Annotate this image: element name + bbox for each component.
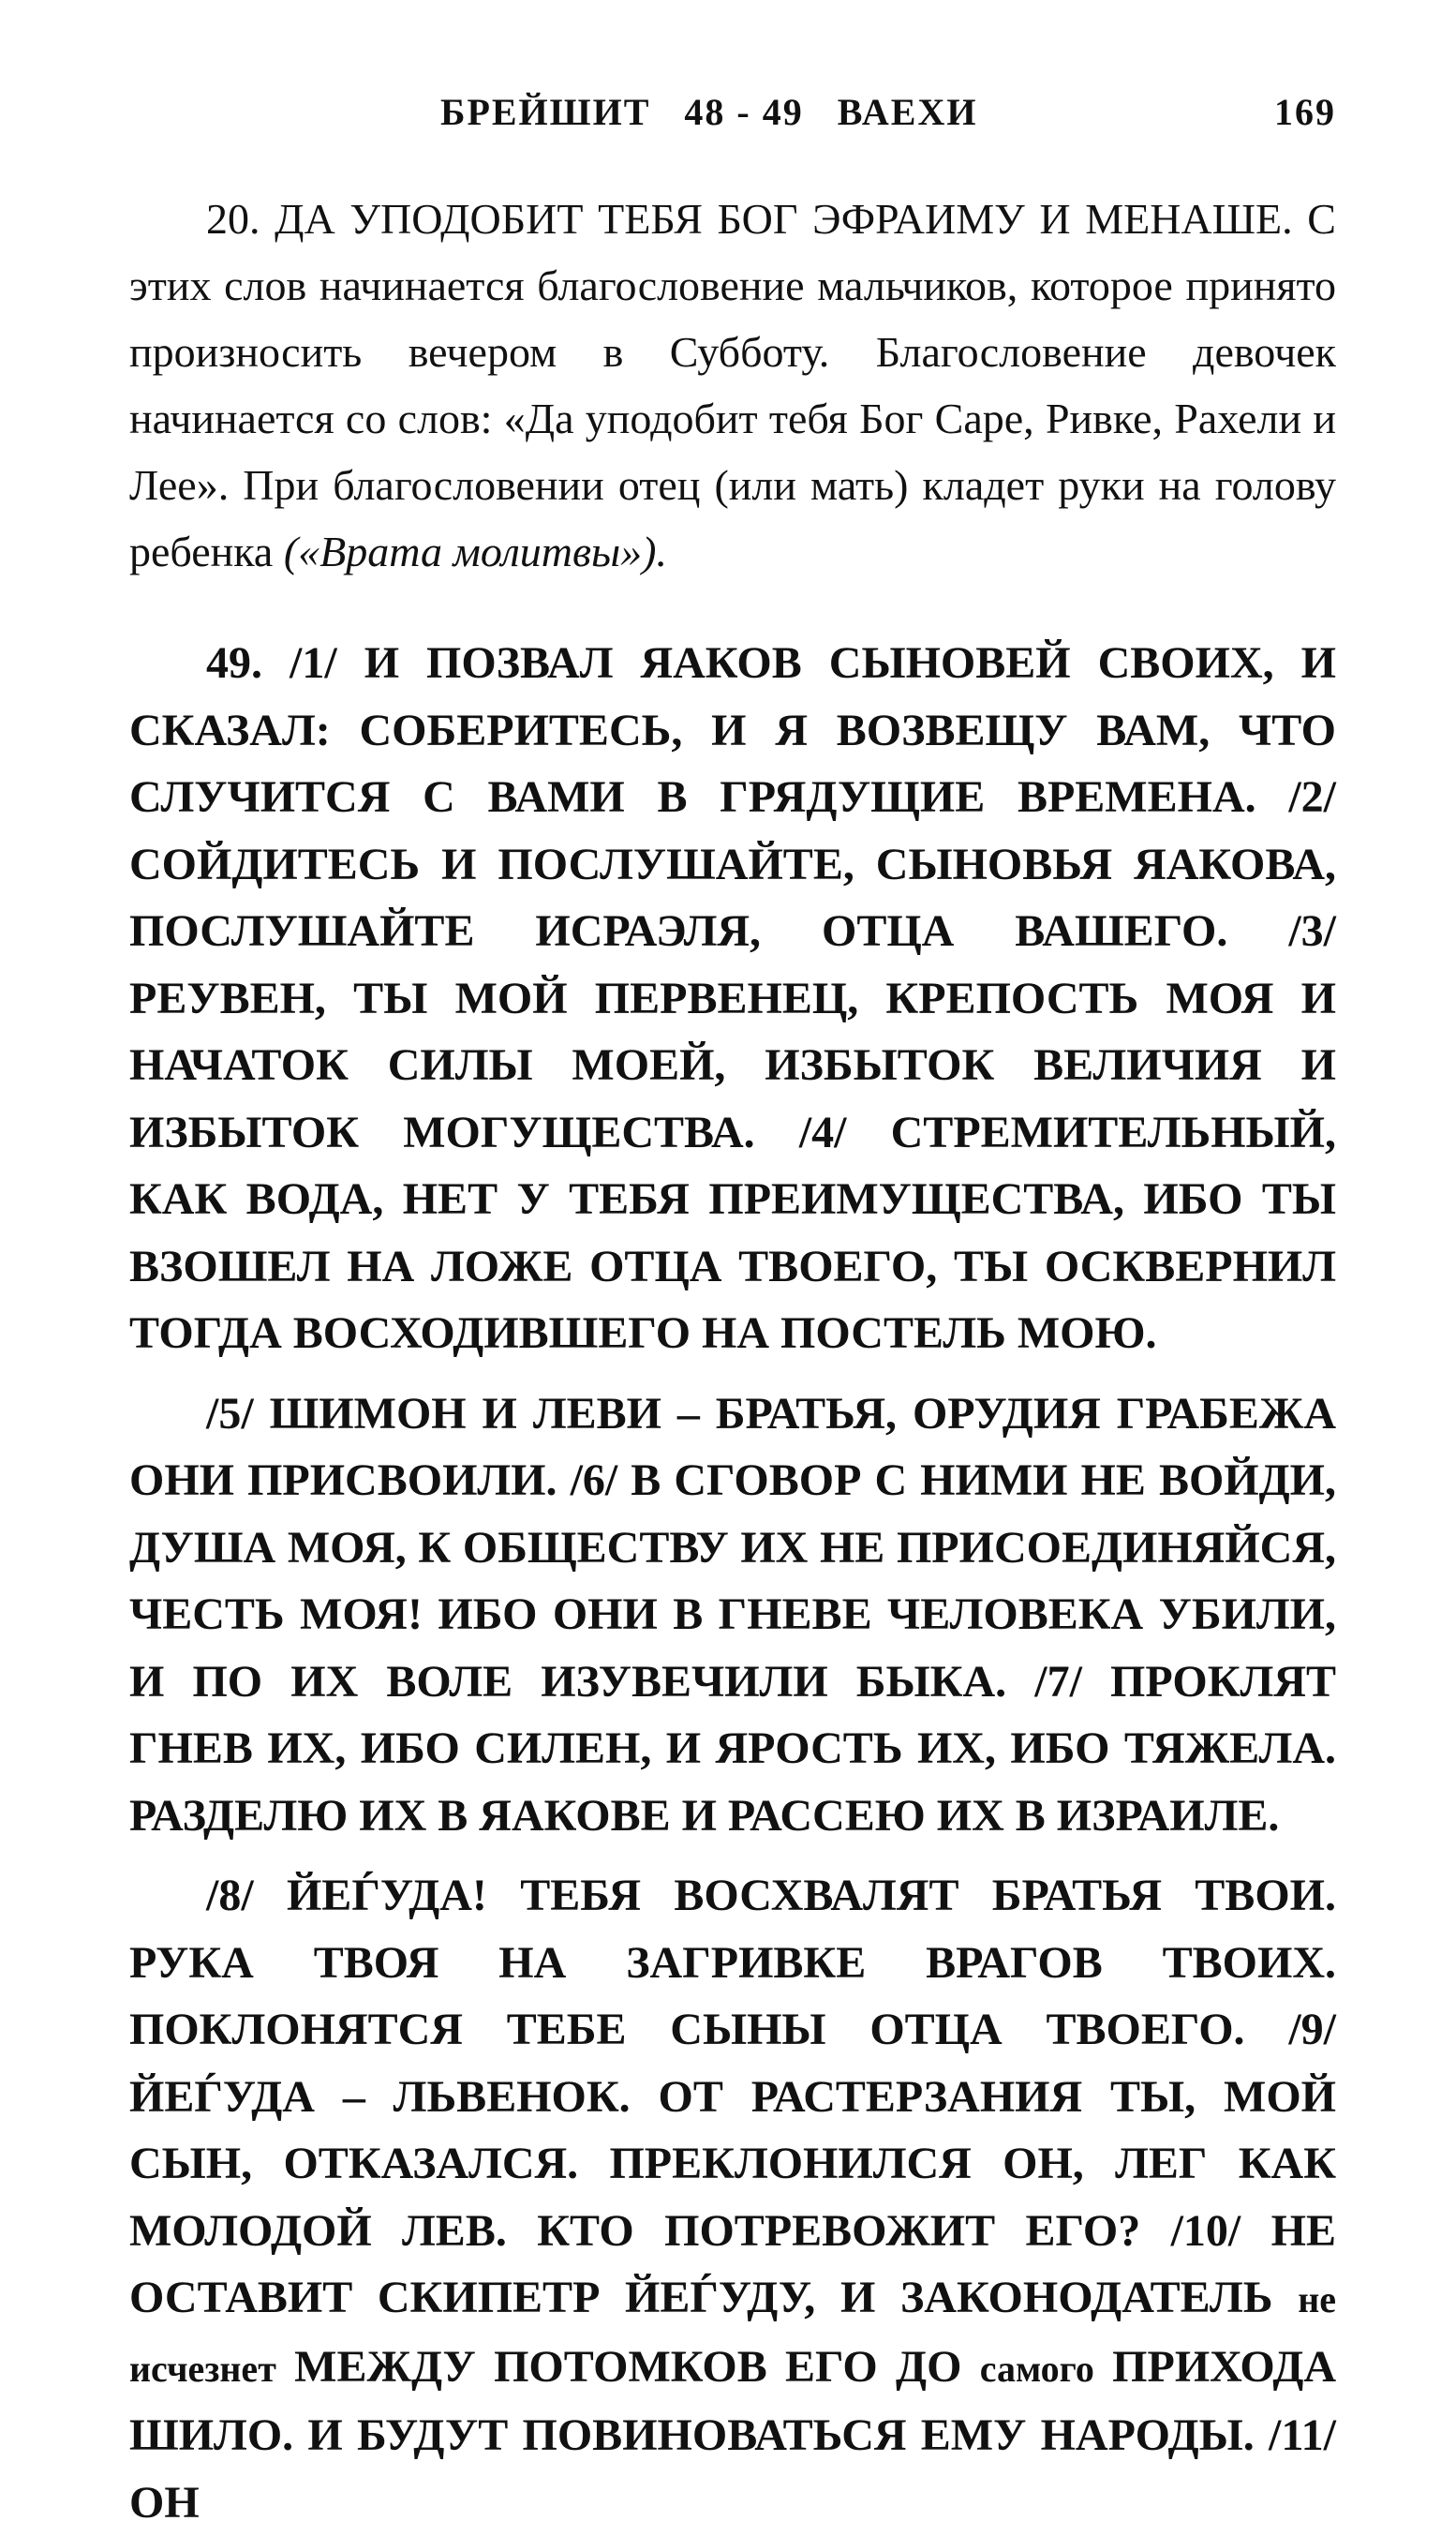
verse-paragraph-1: 49. /1/ И ПОЗВАЛ ЯАКОВ СЫНОВЕЙ СВОИХ, И СКАЗАЛ: СОБЕРИТЕСЬ, И Я ВОЗВЕЩУ ВАМ, ЧТО СЛУЧИТСЯ С ВАМИ В ГРЯДУЩИЕ ВРЕМЕНА. /2/ СОЙДИТЕСЬ И ПОСЛУШАЙТЕ, СЫНОВЬЯ ЯАКОВА, ПОСЛУШАЙТЕ ИСРАЭЛЯ, ОТЦА ВАШЕГО. /3/ РЕУВЕН, ТЫ МОЙ ПЕРВЕНЕЦ, КРЕПОСТЬ МОЯ И НАЧАТОК СИЛЫ МОЕЙ, ИЗБЫТОК ВЕЛИЧИЯ И ИЗБЫТОК МОГУЩЕСТВА. /4/ СТРЕМИТЕЛЬНЫЙ, КАК ВОДА, НЕТ У ТЕБЯ ПРЕИМУЩЕСТВА, ИБО ТЫ ВЗОШЕЛ НА ЛОЖЕ ОТЦА ТВОЕГО, ТЫ ОСКВЕРНИЛ ТОГДА ВОСХОДИВШЕГО НА ПОСТЕЛЬ МОЮ.: [129, 638, 1336, 1358]
verse-text-c: МЕЖДУ ПОТОМКОВ ЕГО ДО: [294, 2341, 962, 2392]
verse-text-e: ПРИХОДА ШИЛО. И БУДУТ ПОВИНОВАТЬСЯ ЕМУ НАРОДЫ. /11/ ОН: [129, 2341, 1337, 2528]
verse-inserted-words-1: не исчезнет: [129, 2278, 1337, 2390]
verse-paragraph-2: /5/ ШИМОН И ЛЕВИ – БРАТЬЯ, ОРУДИЯ ГРАБЕЖА ОНИ ПРИСВОИЛИ. /6/ В СГОВОР С НИМИ НЕ ВОЙДИ, ДУША МОЯ, К ОБЩЕСТВУ ИХ НЕ ПРИСОЕДИНЯЙСЯ, ЧЕСТЬ МОЯ! ИБО ОНИ В ГНЕВЕ ЧЕЛОВЕКА УБИЛИ, И ПО ИХ ВОЛЕ ИЗУВЕЧИЛИ БЫКА. /7/ ПРОКЛЯТ ГНЕВ ИХ, ИБО СИЛЕН, И ЯРОСТЬ ИХ, ИБО ТЯЖЕЛА. РАЗДЕЛЮ ИХ В ЯАКОВЕ И РАССЕЮ ИХ В ИЗРАИЛЕ.: [129, 1388, 1336, 1841]
page-number: 169: [1274, 91, 1336, 133]
commentary-text: 20. ДА УПОДОБИТ ТЕБЯ БОГ ЭФРАИМУ И МЕНАШЕ. С этих слов начинается благословение мальчиков, которое принято произносить вечером в Субботу. Благословение девочек начинается со слов: «Да уподобит тебя Бог Саре, Ривке, Рахели и Лее». При благословении отец (или мать) кладет руки на голову ребенка: [129, 195, 1336, 575]
running-header: [129, 90, 1336, 156]
verse-text-a: /8/ ЙЕЃУДА! ТЕБЯ ВОСХВАЛЯТ БРАТЬЯ ТВОИ. РУКА ТВОЯ НА ЗАГРИВКЕ ВРАГОВ ТВОИХ. ПОКЛОНЯТСЯ ТЕБЕ СЫНЫ ОТЦА ТВОЕГО. /9/ ЙЕЃУДА – ЛЬВЕНОК. ОТ РАСТЕРЗАНИЯ ТЫ, МОЙ СЫН, ОТКАЗАЛСЯ. ПРЕКЛОНИЛСЯ ОН, ЛЕГ КАК МОЛОДОЙ ЛЕВ. КТО ПОТРЕВОЖИТ ЕГО? /10/ НЕ ОСТАВИТ СКИПЕТР ЙЕЃУДУ, И ЗАКОНОДАТЕЛЬ: [129, 1871, 1336, 2322]
commentary-source: («Врата молитвы»).: [283, 528, 667, 575]
book-page: [129, 90, 1336, 2536]
commentary-paragraph: [129, 186, 1336, 585]
running-title: БРЕЙШИТ 48 - 49 ВАЕХИ: [440, 91, 978, 133]
verse-paragraph-3: [129, 1862, 1336, 2536]
verse-inserted-words-2: самого: [979, 2347, 1094, 2390]
